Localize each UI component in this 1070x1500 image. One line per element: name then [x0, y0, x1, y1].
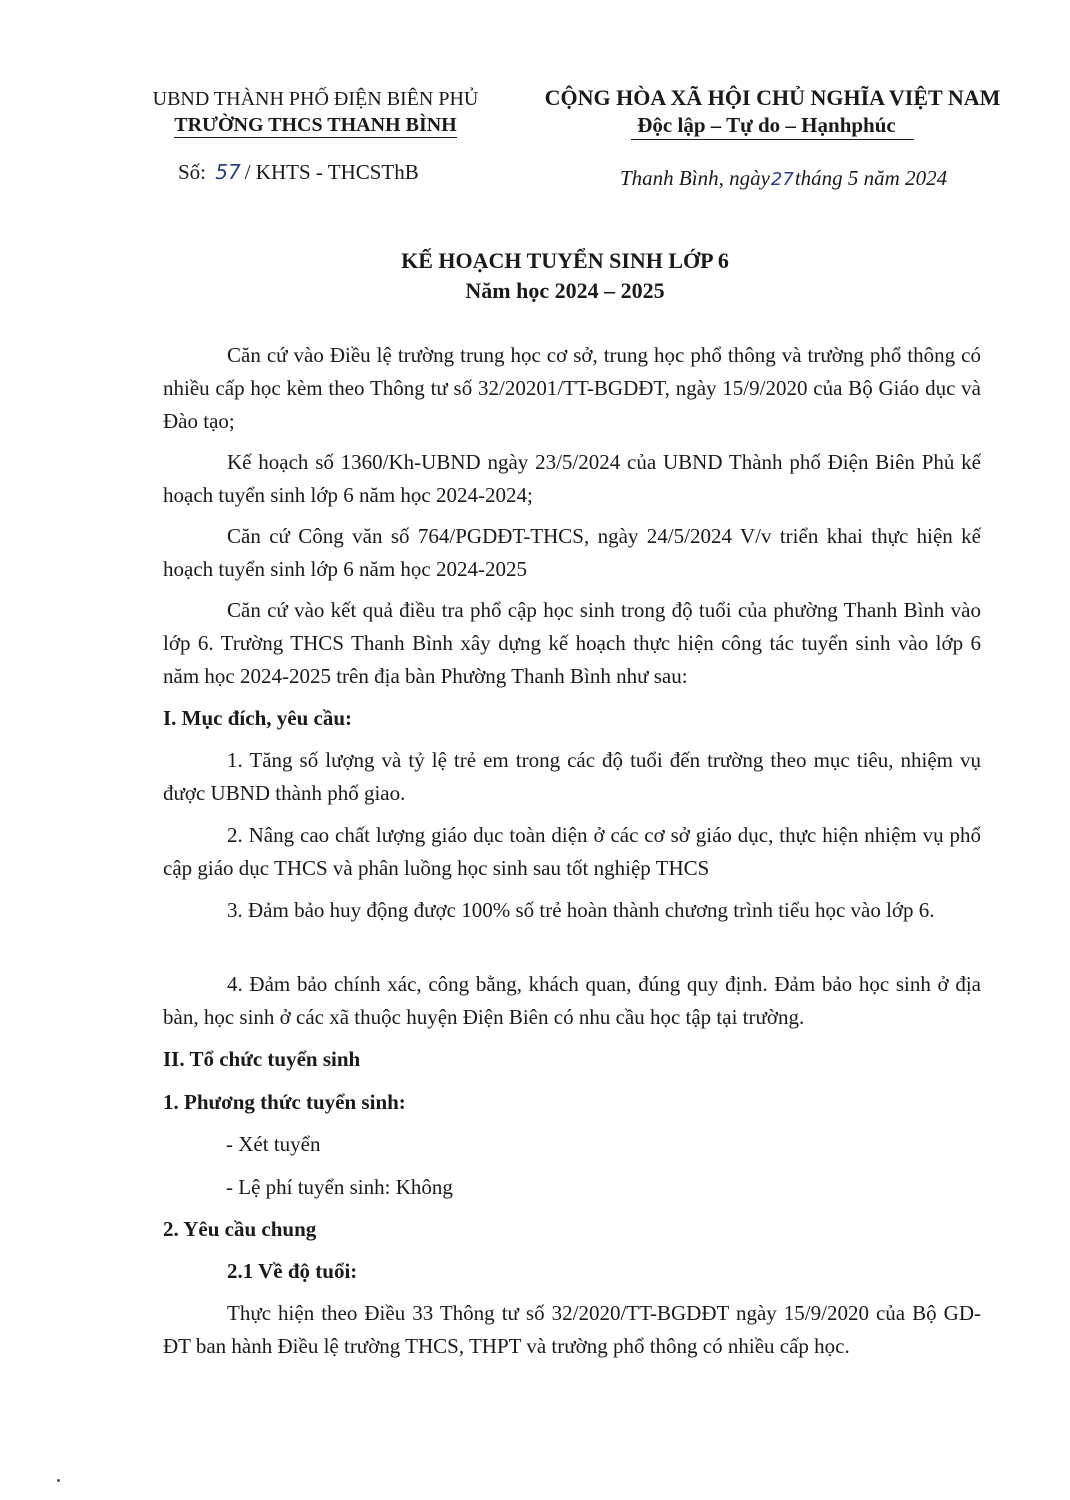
section-heading-1: I. Mục đích, yêu cầu:: [163, 706, 352, 730]
place-prefix: Thanh Bình, ngày: [620, 166, 770, 190]
subsection-heading-2: 2. Yêu cầu chung: [163, 1217, 317, 1241]
basis-paragraph-3: Căn cứ Công văn số 764/PGDĐT-THCS, ngày 24/5/2024 V/v triển khai thực hiện kế hoạch tuyển sinh lớp 6 năm học 2024-2025: [163, 524, 981, 581]
issuing-authority: UBND THÀNH PHỐ ĐIỆN BIÊN PHỦ: [152, 88, 479, 110]
document-title: KẾ HOẠCH TUYỂN SINH LỚP 6: [401, 248, 729, 273]
national-motto: Độc lập – Tự do – Hạnhphúc: [631, 112, 913, 140]
scan-speck: [57, 1479, 60, 1482]
objective-item-2: 2. Nâng cao chất lượng giáo dục toàn diện ở các cơ sở giáo dục, thực hiện nhiệm vụ phổ cập giáo dục THCS và phân luồng học sinh sau tốt nghiệp THCS: [163, 823, 981, 880]
national-title: CỘNG HÒA XÃ HỘI CHỦ NGHĨA VIỆT NAM: [544, 85, 1001, 110]
subsection-heading-2-1: 2.1 Về độ tuổi:: [227, 1259, 358, 1283]
basis-paragraph-2: Kế hoạch số 1360/Kh-UBND ngày 23/5/2024 của UBND Thành phố Điện Biên Phủ kế hoạch tuyển sinh lớp 6 năm học 2024-2024;: [163, 450, 981, 507]
objective-item-3: 3. Đảm bảo huy động được 100% số trẻ hoàn thành chương trình tiểu học vào lớp 6.: [227, 898, 935, 922]
objective-item-4: 4. Đảm bảo chính xác, công bằng, khách quan, đúng quy định. Đảm bảo học sinh ở địa bàn, học sinh ở các xã thuộc huyện Điện Biên có nhu cầu học tập tại trường.: [163, 972, 981, 1029]
day-handwritten: 27: [770, 169, 794, 190]
doc-number-label: Số:: [178, 160, 207, 184]
document-number: [178, 160, 419, 185]
method-item-1: - Xét tuyển: [226, 1132, 321, 1156]
basis-paragraph-4: Căn cứ vào kết quả điều tra phổ cập học sinh trong độ tuổi của phường Thanh Bình vào lớp 6. Trường THCS Thanh Bình xây dựng kế hoạch thực hiện công tác tuyển sinh vào lớp 6 năm học 2024-2025 trên địa bàn Phường Thanh Bình như sau:: [163, 598, 981, 688]
section-heading-2: II. Tổ chức tuyển sinh: [163, 1047, 361, 1071]
basis-paragraph-1: Căn cứ vào Điều lệ trường trung học cơ sở, trung học phổ thông và trường phổ thông có nhiều cấp học kèm theo Thông tư số 32/20201/TT-BGDĐT, ngày 15/9/2020 của Bộ Giáo dục và Đào tạo;: [163, 343, 981, 433]
place-suffix: tháng 5 năm 2024: [794, 166, 948, 190]
method-item-2: - Lệ phí tuyển sinh: Không: [226, 1175, 453, 1199]
subsection-heading-1: 1. Phương thức tuyển sinh:: [163, 1090, 406, 1114]
document-subtitle: Năm học 2024 – 2025: [465, 278, 665, 303]
place-date: [620, 166, 947, 191]
issuing-authority-block: [138, 86, 493, 138]
school-name: TRƯỜNG THCS THANH BÌNH: [174, 114, 457, 136]
age-requirement-paragraph: Thực hiện theo Điều 33 Thông tư số 32/2020/TT-BGDĐT ngày 15/9/2020 của Bộ GD-ĐT ban hành Điều lệ trường THCS, THPT và trường phổ thông có nhiều cấp học.: [163, 1301, 981, 1358]
national-motto-block: [525, 84, 1020, 142]
objective-item-1: 1. Tăng số lượng và tỷ lệ trẻ em trong các độ tuổi đến trường theo mục tiêu, nhiệm vụ được UBND thành phố giao.: [163, 748, 981, 805]
doc-number-handwritten: 57: [215, 160, 241, 184]
doc-number-suffix: / KHTS - THCSThB: [244, 160, 419, 184]
